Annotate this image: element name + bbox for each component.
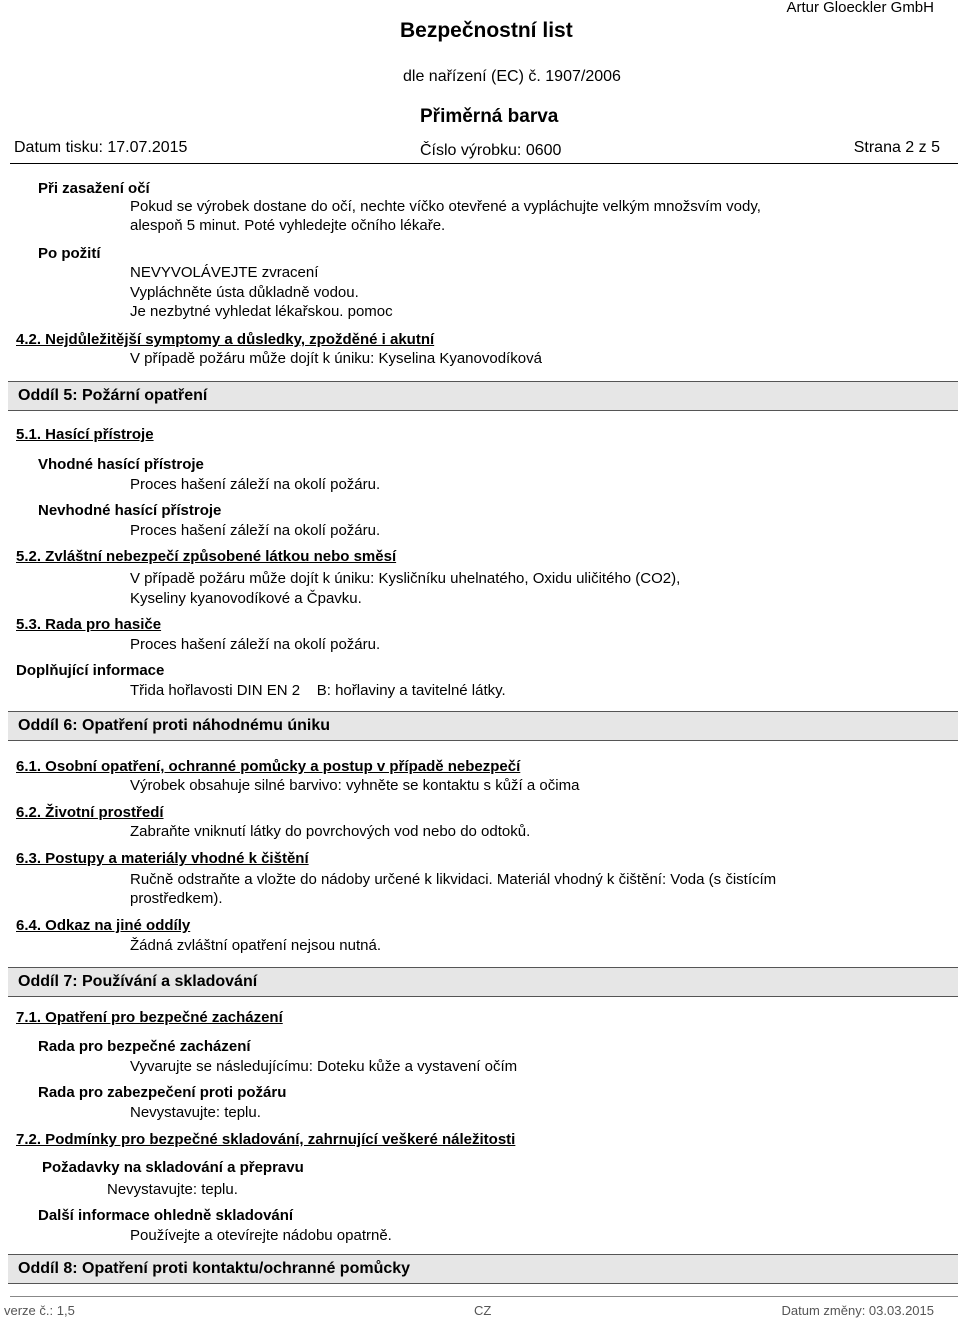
extra-info-label: Doplňující informace [16, 662, 165, 679]
section-5-title: Oddíl 5: Požární opatření [18, 387, 208, 404]
heading-5-2-text-2: Kyseliny kyanovodíkové a Čpavku. [130, 590, 362, 607]
heading-7-1: 7.1. Opatření pro bezpečné zacházení [16, 1009, 283, 1026]
heading-5-2: 5.2. Zvláštní nebezpečí způsobené látkou nebo směsí [16, 548, 397, 565]
heading-4-2-text: V případě požáru může dojít k úniku: Kyselina Kyanovodíková [130, 350, 542, 367]
ingest-label: Po požití [38, 245, 101, 262]
product-name: Přiměrná barva [420, 106, 559, 127]
heading-5-2-text-1: V případě požáru může dojít k úniku: Kysličníku uhelnatého, Oxidu uličitého (CO2), [130, 570, 681, 587]
section-6-bar [8, 711, 958, 741]
fire-protection-label: Rada pro zabezpečení proti požáru [38, 1084, 287, 1101]
eyes-text-2: alespoň 5 minut. Poté vyhledejte očního lékaře. [130, 217, 446, 234]
storage-more-label: Další informace ohledně skladování [38, 1207, 294, 1224]
section-7-title: Oddíl 7: Používání a skladování [18, 973, 258, 990]
product-number: Číslo výrobku: 0600 [420, 142, 562, 159]
heading-6-4: 6.4. Odkaz na jiné oddíly [16, 917, 191, 934]
fire-protection-text: Nevystavujte: teplu. [130, 1104, 261, 1121]
heading-5-3: 5.3. Rada pro hasiče [16, 616, 162, 633]
header-divider [10, 163, 958, 164]
ingest-text-1: NEVYVOLÁVEJTE zvracení [130, 264, 319, 281]
safe-handling-label: Rada pro bezpečné zacházení [38, 1038, 251, 1055]
heading-6-3-text-1: Ručně odstraňte a vložte do nádoby určené k likvidaci. Materiál vhodný k čištění: Voda (s čistícím [130, 871, 777, 888]
section-6-title: Oddíl 6: Opatření proti náhodnému úniku [18, 717, 330, 734]
heading-7-2: 7.2. Podmínky pro bezpečné skladování, zahrnující veškeré náležitosti [16, 1131, 516, 1148]
storage-label: Požadavky na skladování a přepravu [42, 1159, 304, 1176]
heading-6-1-text: Výrobek obsahuje silné barvivo: vyhněte se kontaktu s kůží a očima [130, 777, 580, 794]
heading-5-3-text: Proces hašení záleží na okolí požáru. [130, 636, 381, 653]
heading-6-2: 6.2. Životní prostředí [16, 804, 164, 821]
eyes-label: Při zasažení očí [38, 180, 150, 197]
section-8-title: Oddíl 8: Opatření proti kontaktu/ochranné pomůcky [18, 1260, 411, 1277]
company-name: Artur Gloeckler GmbH [786, 0, 934, 16]
section-7-bar [8, 967, 958, 997]
eyes-text-1: Pokud se výrobek dostane do očí, nechte víčko otevřené a vypláchujte velkým množsvím vody, [130, 198, 761, 215]
footer-version: verze č.: 1,5 [4, 1303, 75, 1318]
heading-6-2-text: Zabraňte vniknutí látky do povrchových vod nebo do odtoků. [130, 823, 531, 840]
print-date: Datum tisku: 17.07.2015 [14, 139, 188, 156]
suitable-text: Proces hašení záleží na okolí požáru. [130, 476, 381, 493]
ingest-text-3: Je nezbytné vyhledat lékařskou. pomoc [130, 303, 393, 320]
heading-6-1: 6.1. Osobní opatření, ochranné pomůcky a postup v případě nebezpečí [16, 758, 521, 775]
heading-6-3: 6.3. Postupy a materiály vhodné k čištění [16, 850, 309, 867]
unsuitable-label: Nevhodné hasící přístroje [38, 502, 222, 519]
footer-divider [10, 1296, 958, 1297]
heading-5-1: 5.1. Hasící přístroje [16, 426, 154, 443]
section-8-bar [8, 1254, 958, 1284]
storage-more-text: Používejte a otevírejte nádobu opatrně. [130, 1227, 392, 1244]
unsuitable-text: Proces hašení záleží na okolí požáru. [130, 522, 381, 539]
footer-language: CZ [474, 1303, 492, 1318]
heading-6-3-text-2: prostředkem). [130, 890, 223, 907]
regulation: dle nařízení (EC) č. 1907/2006 [403, 68, 621, 85]
storage-text: Nevystavujte: teplu. [107, 1181, 238, 1198]
heading-4-2: 4.2. Nejdůležitější symptomy a důsledky, zpožděné i akutní [16, 331, 435, 348]
extra-info-text: Třida hořlavosti DIN EN 2 B: hořlaviny a tavitelné látky. [130, 682, 506, 699]
document-title: Bezpečnostní list [400, 19, 573, 42]
page-number: Strana 2 z 5 [853, 139, 940, 156]
ingest-text-2: Vypláchněte ústa důkladně vodou. [130, 284, 359, 301]
safe-handling-text: Vyvarujte se následujícímu: Doteku kůže a vystavení očím [130, 1058, 518, 1075]
heading-6-4-text: Žádná zvláštní opatření nejsou nutná. [130, 937, 382, 954]
suitable-label: Vhodné hasící přístroje [38, 456, 204, 473]
footer-change-date: Datum změny: 03.03.2015 [781, 1303, 934, 1318]
section-5-bar [8, 381, 958, 411]
